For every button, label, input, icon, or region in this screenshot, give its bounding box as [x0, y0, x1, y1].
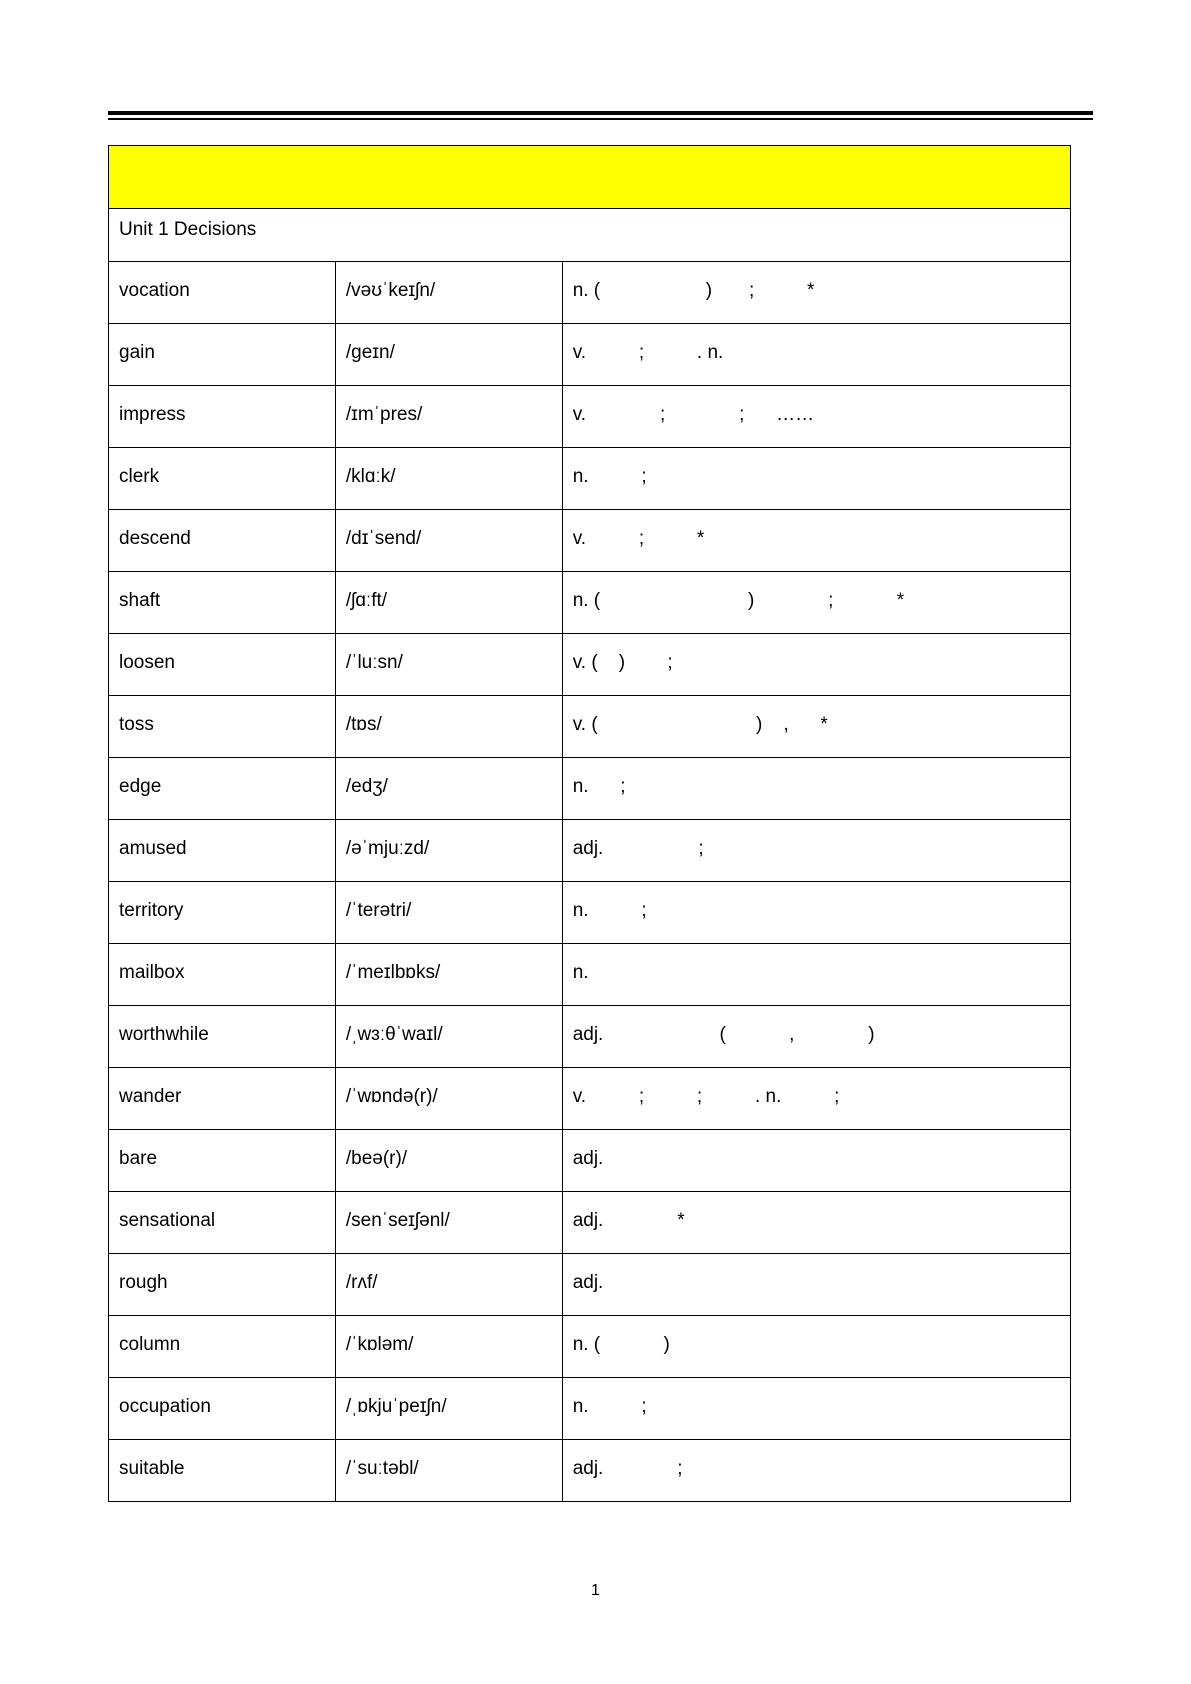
page-number: 1 — [591, 1582, 600, 1599]
vocab-row — [109, 634, 1071, 696]
vocab-word: edge — [109, 758, 336, 820]
vocab-definition: n. ; — [562, 1378, 1070, 1440]
vocab-row — [109, 1440, 1071, 1502]
vocab-definition: adj. ; — [562, 1440, 1070, 1502]
vocab-ipa: /ˌɒkjuˈpeɪʃn/ — [335, 1378, 562, 1440]
vocab-definition: n. ( ) — [562, 1316, 1070, 1378]
vocab-definition: adj. ( , ) — [562, 1006, 1070, 1068]
vocab-row — [109, 758, 1071, 820]
vocab-definition: v. ; . n. — [562, 324, 1070, 386]
vocab-word: vocation — [109, 262, 336, 324]
vocab-definition: v. ( ) ; — [562, 634, 1070, 696]
vocab-ipa: /əˈmjuːzd/ — [335, 820, 562, 882]
unit-title-row — [109, 209, 1071, 262]
vocab-word: descend — [109, 510, 336, 572]
vocab-row — [109, 1068, 1071, 1130]
vocab-definition: v. ; ; . n. ; — [562, 1068, 1070, 1130]
vocab-ipa: /senˈseɪʃənl/ — [335, 1192, 562, 1254]
vocab-row — [109, 572, 1071, 634]
vocab-ipa: /klɑːk/ — [335, 448, 562, 510]
vocab-row — [109, 386, 1071, 448]
vocab-row — [109, 882, 1071, 944]
vocab-definition: n. ; — [562, 882, 1070, 944]
vocab-ipa: /ˈwɒndə(r)/ — [335, 1068, 562, 1130]
vocab-definition: n. ; — [562, 758, 1070, 820]
vocab-ipa: /ˈterətri/ — [335, 882, 562, 944]
vocab-row — [109, 510, 1071, 572]
vocab-word: bare — [109, 1130, 336, 1192]
vocab-ipa: /ˈluːsn/ — [335, 634, 562, 696]
vocab-word: suitable — [109, 1440, 336, 1502]
vocab-ipa: /ʃɑːft/ — [335, 572, 562, 634]
vocab-row — [109, 696, 1071, 758]
unit-title: Unit 1 Decisions — [109, 209, 1071, 262]
vocab-definition: n. ( ) ; * — [562, 572, 1070, 634]
vocab-word: sensational — [109, 1192, 336, 1254]
banner-row — [109, 146, 1071, 209]
vocab-ipa: /ɪmˈpres/ — [335, 386, 562, 448]
vocab-definition: n. — [562, 944, 1070, 1006]
vocab-word: column — [109, 1316, 336, 1378]
vocab-definition: adj. — [562, 1254, 1070, 1316]
vocab-definition: v. ; * — [562, 510, 1070, 572]
vocab-word: loosen — [109, 634, 336, 696]
vocab-ipa: /vəʊˈkeɪʃn/ — [335, 262, 562, 324]
vocab-row — [109, 1378, 1071, 1440]
vocab-ipa: /ˌwɜːθˈwaɪl/ — [335, 1006, 562, 1068]
banner-cell — [109, 146, 1071, 209]
vocab-word: toss — [109, 696, 336, 758]
vocab-definition: adj. ; — [562, 820, 1070, 882]
vocab-definition: v. ; ; …… — [562, 386, 1070, 448]
vocab-definition: adj. — [562, 1130, 1070, 1192]
vocabulary-table-body — [109, 146, 1071, 1502]
vocab-word: shaft — [109, 572, 336, 634]
vocab-row — [109, 820, 1071, 882]
vocab-row — [109, 1254, 1071, 1316]
vocab-word: gain — [109, 324, 336, 386]
vocab-ipa: /tɒs/ — [335, 696, 562, 758]
vocab-ipa: /ˈkɒləm/ — [335, 1316, 562, 1378]
vocab-word: mailbox — [109, 944, 336, 1006]
vocab-row — [109, 262, 1071, 324]
vocab-ipa: /ɡeɪn/ — [335, 324, 562, 386]
vocab-row — [109, 448, 1071, 510]
vocab-row — [109, 1192, 1071, 1254]
vocab-definition: n. ; — [562, 448, 1070, 510]
vocab-word: worthwhile — [109, 1006, 336, 1068]
vocab-ipa: /ˈmeɪlbɒks/ — [335, 944, 562, 1006]
vocab-definition: adj. * — [562, 1192, 1070, 1254]
vocab-row — [109, 1316, 1071, 1378]
vocab-definition: v. ( ) , * — [562, 696, 1070, 758]
vocab-definition: n. ( ) ; * — [562, 262, 1070, 324]
vocab-ipa: /dɪˈsend/ — [335, 510, 562, 572]
vocab-ipa: /beə(r)/ — [335, 1130, 562, 1192]
vocab-row — [109, 1130, 1071, 1192]
vocab-word: wander — [109, 1068, 336, 1130]
header-rule-thin — [108, 118, 1093, 120]
vocab-row — [109, 944, 1071, 1006]
vocab-row — [109, 1006, 1071, 1068]
vocab-ipa: /ˈsuːtəbl/ — [335, 1440, 562, 1502]
vocab-word: impress — [109, 386, 336, 448]
vocab-word: occupation — [109, 1378, 336, 1440]
vocab-word: territory — [109, 882, 336, 944]
vocab-word: rough — [109, 1254, 336, 1316]
header-rule-thick — [108, 111, 1093, 115]
vocab-word: clerk — [109, 448, 336, 510]
vocab-row — [109, 324, 1071, 386]
vocab-ipa: /edʒ/ — [335, 758, 562, 820]
vocab-word: amused — [109, 820, 336, 882]
vocabulary-table — [108, 145, 1071, 1502]
vocab-ipa: /rʌf/ — [335, 1254, 562, 1316]
